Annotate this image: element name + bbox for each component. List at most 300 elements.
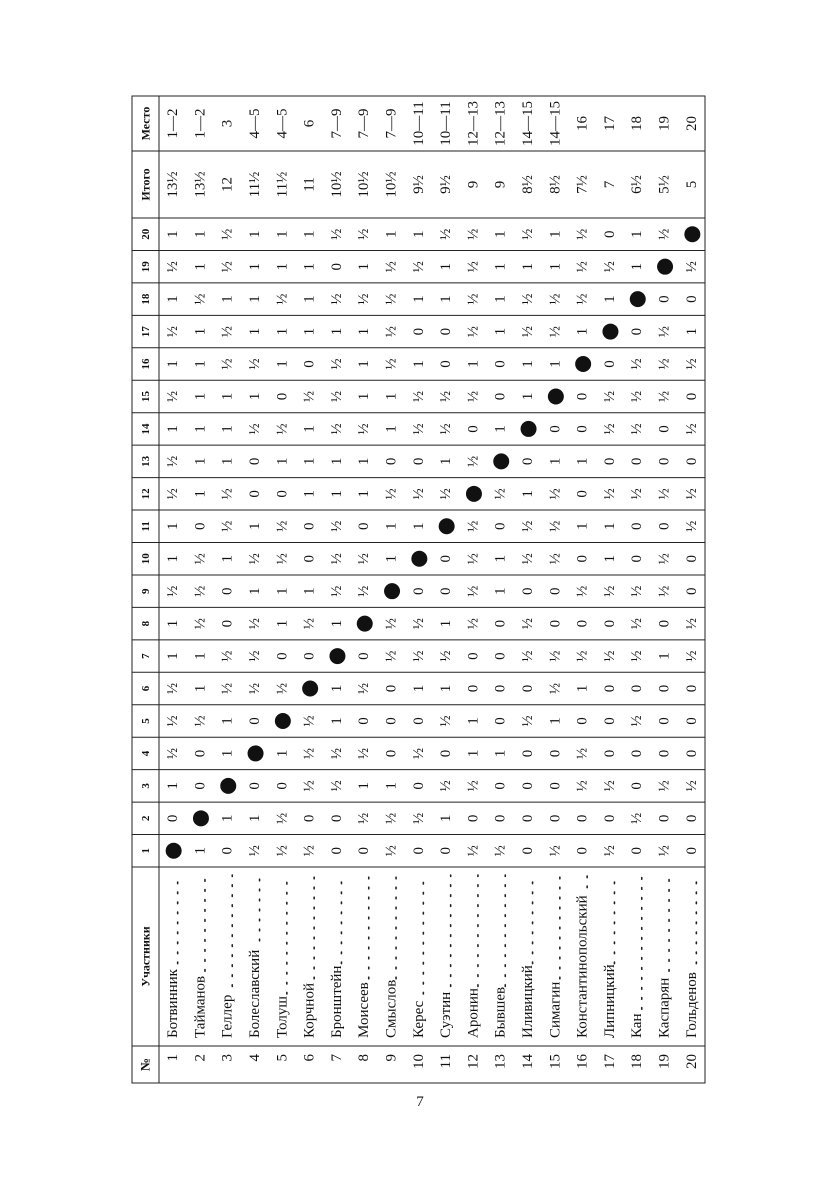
- result-cell: ½: [410, 390, 427, 403]
- result-cell: ½: [328, 293, 345, 305]
- participant-name: Липницкий: [601, 964, 618, 1038]
- row-number: 13: [492, 1054, 509, 1069]
- total-cell: 11: [301, 177, 318, 192]
- result-cell: 0: [274, 782, 291, 790]
- header-round: 19: [140, 261, 153, 273]
- result-cell: 1: [492, 295, 509, 303]
- header-round: 11: [140, 521, 153, 532]
- result-cell: 1: [601, 522, 618, 531]
- result-cell: 1: [192, 490, 209, 498]
- result-cell: 1: [601, 554, 618, 563]
- result-cell: 0: [410, 782, 427, 790]
- row-number: 20: [683, 1054, 700, 1069]
- result-cell: 0: [328, 814, 345, 823]
- total-cell: 7: [601, 180, 618, 189]
- result-cell: ½: [301, 747, 318, 760]
- result-cell: 1: [192, 457, 209, 466]
- result-cell: 0: [574, 814, 591, 823]
- result-cell: 0: [328, 847, 345, 855]
- result-cell: 0: [301, 814, 318, 823]
- header-total: Итого: [138, 168, 153, 201]
- result-cell: 1: [438, 295, 455, 303]
- result-cell: ½: [165, 715, 182, 727]
- result-cell: ½: [246, 553, 263, 565]
- result-cell: ½: [328, 520, 345, 532]
- result-cell: ½: [656, 390, 673, 403]
- result-cell: ½: [438, 488, 455, 500]
- result-cell: 1: [410, 360, 427, 368]
- result-cell: 0: [519, 749, 536, 758]
- result-cell: 1: [629, 262, 646, 271]
- result-cell: 0: [683, 847, 700, 855]
- total-cell: 8½: [547, 175, 564, 194]
- result-cell: 1: [328, 327, 345, 336]
- result-cell: 0: [410, 327, 427, 336]
- result-cell: ½: [301, 715, 318, 727]
- header-round: 18: [140, 293, 153, 305]
- result-cell: ½: [274, 520, 291, 532]
- place-cell: 20: [683, 116, 700, 131]
- result-cell: 1: [165, 554, 182, 563]
- participant-name: Константинопольский: [574, 895, 591, 1038]
- result-cell: 1: [438, 814, 455, 823]
- result-cell: 0: [601, 230, 618, 238]
- result-cell: ½: [601, 585, 618, 597]
- result-cell: ½: [519, 520, 536, 532]
- place-cell: 3: [219, 119, 236, 128]
- result-cell: 1: [219, 392, 236, 401]
- result-cell: 1: [547, 360, 564, 368]
- result-cell: 1: [492, 425, 509, 433]
- participant-name: Бывшев: [492, 986, 509, 1038]
- result-cell: 0: [629, 749, 646, 758]
- result-cell: 1: [383, 782, 400, 790]
- result-cell: 1: [246, 392, 263, 401]
- total-cell: 10½: [356, 171, 373, 198]
- result-cell: 1: [356, 327, 373, 336]
- result-cell: ½: [438, 650, 455, 662]
- result-cell: ½: [519, 715, 536, 727]
- result-cell: 0: [601, 457, 618, 466]
- header-round: 9: [140, 588, 153, 594]
- row-number: 8: [356, 1054, 373, 1062]
- result-cell: ½: [629, 585, 646, 597]
- result-cell: ½: [574, 747, 591, 760]
- result-cell: ½: [356, 423, 373, 435]
- result-cell: ½: [519, 553, 536, 565]
- result-cell: ½: [246, 358, 263, 370]
- result-cell: 1: [519, 360, 536, 368]
- result-cell: ½: [629, 715, 646, 727]
- header-round: 6: [140, 685, 153, 692]
- result-cell: 0: [519, 457, 536, 466]
- result-cell: ½: [629, 358, 646, 370]
- result-cell: 0: [683, 587, 700, 595]
- result-cell: 1: [547, 262, 564, 271]
- result-cell: ½: [656, 358, 673, 370]
- place-cell: 12—13: [465, 101, 482, 146]
- result-cell: ½: [383, 618, 400, 630]
- diagonal-dot: [357, 616, 373, 632]
- row-number: 7: [328, 1054, 345, 1062]
- participant-name: Аронин: [465, 988, 482, 1038]
- result-cell: 1: [246, 587, 263, 595]
- result-cell: 0: [656, 749, 673, 758]
- diagonal-dot: [302, 681, 318, 697]
- result-cell: 1: [492, 587, 509, 595]
- total-cell: 9½: [410, 175, 427, 194]
- result-cell: 1: [356, 782, 373, 790]
- result-cell: ½: [301, 845, 318, 857]
- result-cell: 0: [465, 652, 482, 660]
- result-cell: 1: [192, 847, 209, 855]
- result-cell: 1: [519, 490, 536, 498]
- result-cell: ½: [274, 553, 291, 565]
- result-cell: 0: [383, 684, 400, 693]
- total-cell: 8½: [519, 175, 536, 194]
- result-cell: ½: [219, 488, 236, 500]
- result-cell: 1: [683, 327, 700, 336]
- result-cell: ½: [465, 520, 482, 532]
- diagonal-dot: [466, 486, 482, 502]
- result-cell: 0: [574, 392, 591, 401]
- result-cell: ½: [192, 618, 209, 630]
- result-cell: 1: [301, 587, 318, 595]
- result-cell: 1: [246, 262, 263, 271]
- place-cell: 7—9: [356, 108, 373, 139]
- participant-name: Гольденов: [683, 972, 700, 1038]
- header-round: 15: [140, 390, 153, 402]
- result-cell: ½: [246, 423, 263, 435]
- result-cell: 1: [492, 327, 509, 336]
- diagonal-dot: [248, 745, 264, 761]
- result-cell: ½: [683, 358, 700, 370]
- row-number: 3: [219, 1054, 236, 1062]
- result-cell: ½: [165, 747, 182, 760]
- result-cell: ½: [410, 812, 427, 824]
- result-cell: 1: [165, 522, 182, 531]
- total-cell: 6½: [629, 175, 646, 194]
- header-round: 12: [140, 488, 153, 500]
- result-cell: ½: [410, 650, 427, 662]
- result-cell: 1: [219, 457, 236, 466]
- result-cell: 1: [356, 360, 373, 368]
- row-number: 2: [192, 1054, 209, 1062]
- result-cell: 1: [274, 262, 291, 271]
- page-number: 7: [416, 1094, 424, 1110]
- participant-name: Иливицкий: [519, 965, 536, 1038]
- place-cell: 7—9: [328, 108, 345, 139]
- result-cell: ½: [519, 618, 536, 630]
- result-cell: 1: [328, 457, 345, 466]
- result-cell: 0: [219, 619, 236, 628]
- result-cell: ½: [683, 520, 700, 532]
- total-cell: 13½: [192, 171, 209, 198]
- result-cell: 0: [301, 652, 318, 660]
- result-cell: ½: [656, 488, 673, 500]
- result-cell: ½: [328, 780, 345, 792]
- diagonal-dot: [193, 810, 209, 826]
- diagonal-dot: [575, 356, 591, 372]
- result-cell: 0: [192, 782, 209, 790]
- result-cell: 0: [219, 847, 236, 855]
- result-cell: 0: [656, 425, 673, 433]
- result-cell: 1: [492, 230, 509, 238]
- result-cell: ½: [438, 390, 455, 403]
- result-cell: 0: [656, 684, 673, 693]
- result-cell: 1: [192, 425, 209, 433]
- result-cell: 1: [274, 360, 291, 368]
- result-cell: ½: [438, 228, 455, 240]
- result-cell: 1: [601, 295, 618, 303]
- participant-name: Моисеев: [356, 982, 373, 1038]
- total-cell: 13½: [165, 171, 182, 198]
- result-cell: ½: [301, 780, 318, 792]
- result-cell: ½: [383, 358, 400, 370]
- result-cell: ½: [492, 845, 509, 857]
- result-cell: 1: [219, 814, 236, 823]
- result-cell: ½: [328, 747, 345, 760]
- result-cell: ½: [547, 325, 564, 338]
- place-cell: 19: [656, 116, 673, 131]
- result-cell: 1: [328, 619, 345, 628]
- result-cell: ½: [383, 488, 400, 500]
- result-cell: ½: [165, 585, 182, 597]
- participant-name: Корчной: [301, 983, 318, 1038]
- result-cell: 1: [356, 490, 373, 498]
- result-cell: 1: [356, 457, 373, 466]
- result-cell: 1: [274, 230, 291, 238]
- result-cell: 0: [438, 847, 455, 855]
- result-cell: 0: [438, 360, 455, 368]
- result-cell: ½: [301, 390, 318, 403]
- result-cell: ½: [383, 261, 400, 273]
- result-cell: 0: [219, 587, 236, 595]
- result-cell: ½: [629, 488, 646, 500]
- result-cell: ½: [465, 455, 482, 467]
- diagonal-dot: [602, 324, 618, 340]
- result-cell: 1: [165, 619, 182, 628]
- result-cell: 0: [656, 814, 673, 823]
- result-cell: ½: [465, 780, 482, 792]
- result-cell: 1: [410, 295, 427, 303]
- result-cell: 1: [438, 619, 455, 628]
- result-cell: 1: [438, 457, 455, 466]
- result-cell: 0: [492, 360, 509, 368]
- result-cell: ½: [547, 520, 564, 532]
- result-cell: ½: [246, 650, 263, 662]
- result-cell: 1: [246, 522, 263, 531]
- result-cell: 0: [601, 619, 618, 628]
- place-cell: 7—9: [383, 108, 400, 139]
- result-cell: 0: [274, 490, 291, 498]
- result-cell: ½: [629, 812, 646, 824]
- result-cell: 1: [410, 684, 427, 693]
- result-cell: 1: [410, 522, 427, 531]
- row-number: 9: [383, 1054, 400, 1062]
- result-cell: ½: [601, 261, 618, 273]
- result-cell: 0: [301, 360, 318, 368]
- result-cell: 1: [192, 360, 209, 368]
- result-cell: 0: [492, 652, 509, 660]
- result-cell: 1: [574, 327, 591, 336]
- participant-name: Тайманов: [192, 975, 209, 1038]
- diagonal-dot: [275, 713, 291, 729]
- total-cell: 9: [465, 180, 482, 189]
- result-cell: ½: [192, 293, 209, 305]
- result-cell: 0: [683, 814, 700, 823]
- result-cell: ½: [547, 553, 564, 565]
- place-cell: 10—11: [410, 101, 427, 146]
- result-cell: 0: [574, 425, 591, 433]
- result-cell: ½: [519, 325, 536, 338]
- result-cell: 1: [519, 392, 536, 401]
- total-cell: 10½: [328, 171, 345, 198]
- result-cell: 0: [492, 522, 509, 531]
- result-cell: 1: [246, 295, 263, 303]
- result-cell: 1: [219, 749, 236, 758]
- participant-name: Бронштейн: [328, 965, 345, 1038]
- result-cell: 0: [274, 392, 291, 401]
- result-cell: ½: [165, 488, 182, 500]
- result-cell: 0: [410, 457, 427, 466]
- result-cell: 0: [547, 587, 564, 595]
- result-cell: ½: [465, 228, 482, 240]
- result-cell: ½: [656, 845, 673, 857]
- result-cell: ½: [547, 650, 564, 662]
- header-round: 16: [140, 358, 153, 370]
- total-cell: 9: [492, 180, 509, 189]
- result-cell: 1: [356, 392, 373, 401]
- place-cell: 1—2: [192, 108, 209, 139]
- result-cell: ½: [219, 261, 236, 273]
- row-number: 1: [165, 1054, 182, 1062]
- result-cell: 0: [246, 490, 263, 498]
- participant-name: Толуш: [274, 996, 291, 1038]
- result-cell: ½: [165, 682, 182, 695]
- result-cell: 1: [219, 425, 236, 433]
- result-cell: ½: [356, 682, 373, 695]
- result-cell: ½: [328, 228, 345, 240]
- diagonal-dot: [329, 648, 345, 664]
- result-cell: 1: [301, 295, 318, 303]
- result-cell: ½: [574, 650, 591, 662]
- row-number: 17: [601, 1054, 618, 1069]
- result-cell: 1: [465, 749, 482, 758]
- result-cell: ½: [356, 553, 373, 565]
- result-cell: ½: [246, 682, 263, 695]
- result-cell: 1: [328, 684, 345, 693]
- diagonal-dot: [521, 421, 537, 437]
- result-cell: 0: [301, 522, 318, 531]
- diagonal-dot: [684, 226, 700, 242]
- result-cell: 0: [274, 652, 291, 660]
- result-cell: 1: [192, 230, 209, 238]
- place-cell: 1—2: [165, 108, 182, 139]
- header-round: 4: [140, 750, 153, 757]
- result-cell: 1: [438, 684, 455, 693]
- result-cell: ½: [410, 618, 427, 630]
- result-cell: 0: [656, 295, 673, 303]
- result-cell: 1: [383, 425, 400, 433]
- result-cell: 0: [574, 619, 591, 628]
- result-cell: ½: [410, 423, 427, 435]
- result-cell: 1: [383, 392, 400, 401]
- result-cell: 0: [629, 327, 646, 336]
- header-round: 14: [140, 423, 153, 435]
- result-cell: 1: [165, 295, 182, 303]
- result-cell: 0: [519, 847, 536, 855]
- result-cell: ½: [683, 261, 700, 273]
- result-cell: 0: [656, 457, 673, 466]
- result-cell: ½: [383, 812, 400, 824]
- result-cell: 0: [629, 522, 646, 531]
- result-cell: ½: [683, 423, 700, 435]
- header-round: 8: [140, 620, 153, 627]
- result-cell: ½: [328, 585, 345, 597]
- result-cell: ½: [165, 261, 182, 273]
- header-round: 7: [140, 653, 153, 659]
- result-cell: ½: [465, 618, 482, 630]
- result-cell: 0: [246, 457, 263, 466]
- result-cell: 0: [601, 360, 618, 368]
- result-cell: 1: [165, 425, 182, 433]
- result-cell: ½: [219, 325, 236, 338]
- result-cell: 1: [492, 749, 509, 758]
- result-cell: 0: [383, 749, 400, 758]
- result-cell: ½: [547, 845, 564, 857]
- result-cell: ½: [519, 293, 536, 305]
- result-cell: 0: [574, 490, 591, 498]
- result-cell: ½: [465, 293, 482, 305]
- row-number: 10: [410, 1054, 427, 1069]
- result-cell: 0: [465, 684, 482, 693]
- result-cell: 1: [246, 814, 263, 823]
- result-cell: 1: [465, 360, 482, 368]
- diagonal-dot: [630, 291, 646, 307]
- place-cell: 10—11: [438, 101, 455, 146]
- result-cell: ½: [656, 228, 673, 240]
- result-cell: ½: [574, 780, 591, 792]
- result-cell: 0: [383, 717, 400, 725]
- place-cell: 16: [574, 116, 591, 131]
- result-cell: ½: [219, 358, 236, 370]
- result-cell: 1: [274, 327, 291, 336]
- result-cell: ½: [656, 325, 673, 338]
- result-cell: 0: [438, 587, 455, 595]
- row-number: 5: [274, 1054, 291, 1062]
- place-cell: 4—5: [246, 108, 263, 139]
- result-cell: 1: [192, 262, 209, 271]
- result-cell: 0: [356, 847, 373, 855]
- result-cell: ½: [574, 293, 591, 305]
- result-cell: ½: [192, 585, 209, 597]
- result-cell: ½: [328, 423, 345, 435]
- result-cell: ½: [492, 488, 509, 500]
- result-cell: ½: [410, 261, 427, 273]
- result-cell: ½: [547, 682, 564, 695]
- result-cell: 0: [410, 717, 427, 725]
- result-cell: 1: [383, 554, 400, 563]
- participant-name: Болеславский: [246, 949, 263, 1038]
- result-cell: 0: [683, 392, 700, 401]
- total-cell: 12: [219, 177, 236, 192]
- result-cell: ½: [629, 390, 646, 403]
- result-cell: ½: [547, 293, 564, 305]
- result-cell: 1: [219, 554, 236, 563]
- result-cell: 1: [301, 327, 318, 336]
- total-cell: 11½: [274, 171, 291, 198]
